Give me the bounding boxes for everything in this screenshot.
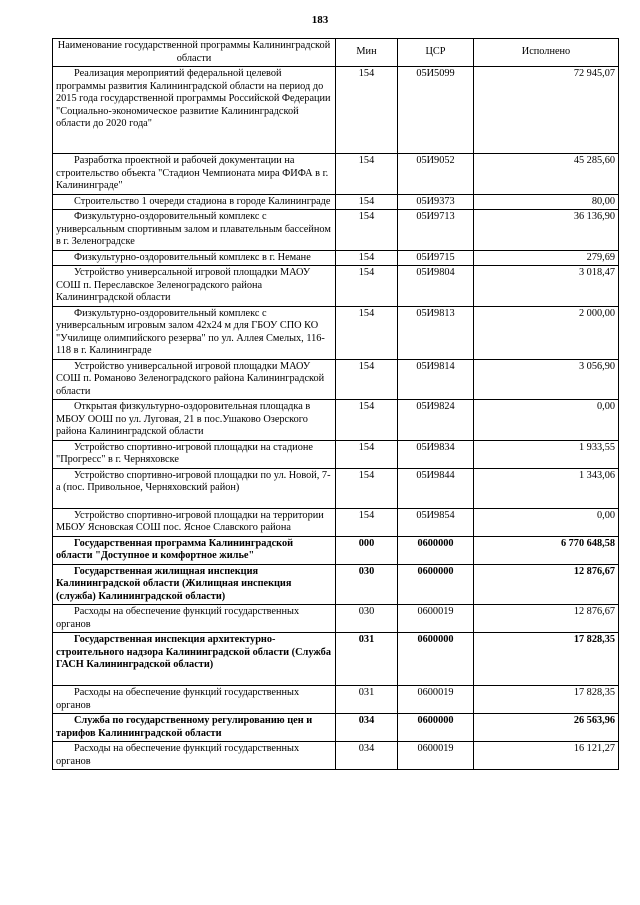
row-csr: 05И9713 (398, 210, 474, 251)
row-min: 154 (336, 440, 398, 468)
row-sum: 16 121,27 (474, 742, 619, 770)
row-csr: 05И9854 (398, 508, 474, 536)
row-csr: 0600019 (398, 605, 474, 633)
row-min: 031 (336, 633, 398, 686)
row-name: Государственная жилищная инспекция Калининградской области (Жилищная инспекция (служба) Калининградской области) (53, 564, 336, 605)
column-header-csr: ЦСР (398, 39, 474, 67)
row-name: Устройство спортивно-игровой площадки на стадионе "Прогресс" в г. Черняховске (53, 440, 336, 468)
table-row (53, 633, 619, 686)
row-csr: 0600000 (398, 564, 474, 605)
table-row (53, 686, 619, 714)
row-name: Физкультурно-оздоровительный комплекс с универсальным игровым залом 42х24 м для ГБОУ СПО КО "Училище олимпийского резерва" по ул. Аллея Смелых, 116-118 в г. Калининграде (53, 306, 336, 359)
row-sum: 1 933,55 (474, 440, 619, 468)
row-csr: 0600019 (398, 686, 474, 714)
row-csr: 0600000 (398, 714, 474, 742)
row-sum: 12 876,67 (474, 564, 619, 605)
row-name: Разработка проектной и рабочей документации на строительство объекта "Стадион Чемпионата мира ФИФА в г. Калининграде" (53, 154, 336, 195)
table-row (53, 266, 619, 307)
row-sum: 72 945,07 (474, 67, 619, 154)
row-min: 034 (336, 742, 398, 770)
row-min: 034 (336, 714, 398, 742)
row-csr: 05И9814 (398, 359, 474, 400)
table-row (53, 742, 619, 770)
table-row (53, 210, 619, 251)
table-row (53, 400, 619, 441)
row-csr: 05И9052 (398, 154, 474, 195)
row-min: 031 (336, 686, 398, 714)
row-name: Устройство универсальной игровой площадки МАОУ СОШ п. Романово Зеленоградского района Калининградской области (53, 359, 336, 400)
row-name: Строительство 1 очереди стадиона в городе Калининграде (53, 194, 336, 210)
row-name: Физкультурно-оздоровительный комплекс в г. Немане (53, 250, 336, 266)
table-row (53, 564, 619, 605)
row-name: Реализация мероприятий федеральной целевой программы развития Калининградской области на период до 2015 года государственной программы Российской Федерации "Социально-экономическое развитие Калининградской области до 2020 года" (53, 67, 336, 154)
row-sum: 3 056,90 (474, 359, 619, 400)
row-min: 154 (336, 468, 398, 508)
row-sum: 0,00 (474, 508, 619, 536)
row-min: 030 (336, 605, 398, 633)
row-name: Открытая физкультурно-оздоровительная площадка в МБОУ ООШ по ул. Луговая, 21 в пос.Ушаково Озерского района Калининградской области (53, 400, 336, 441)
row-min: 154 (336, 400, 398, 441)
table-row (53, 508, 619, 536)
row-name: Расходы на обеспечение функций государственных органов (53, 742, 336, 770)
row-min: 030 (336, 564, 398, 605)
row-min: 154 (336, 306, 398, 359)
row-csr: 0600000 (398, 536, 474, 564)
table-row (53, 468, 619, 508)
row-name: Государственная программа Калининградской области "Доступное и комфортное жилье" (53, 536, 336, 564)
row-sum: 80,00 (474, 194, 619, 210)
row-sum: 2 000,00 (474, 306, 619, 359)
row-csr: 05И9844 (398, 468, 474, 508)
row-min: 154 (336, 210, 398, 251)
row-min: 154 (336, 250, 398, 266)
table-row (53, 714, 619, 742)
row-csr: 05И9813 (398, 306, 474, 359)
row-sum: 3 018,47 (474, 266, 619, 307)
table-row (53, 306, 619, 359)
row-min: 154 (336, 67, 398, 154)
budget-table (52, 38, 619, 770)
row-sum: 6 770 648,58 (474, 536, 619, 564)
table-header-row (53, 39, 619, 67)
table-row (53, 536, 619, 564)
row-csr: 0600019 (398, 742, 474, 770)
row-sum: 17 828,35 (474, 686, 619, 714)
row-sum: 36 136,90 (474, 210, 619, 251)
row-csr: 05И5099 (398, 67, 474, 154)
row-name: Физкультурно-оздоровительный комплекс с универсальным спортивным залом и плавательным бассейном в г. Зеленоградске (53, 210, 336, 251)
table-row (53, 359, 619, 400)
row-sum: 279,69 (474, 250, 619, 266)
row-csr: 05И9834 (398, 440, 474, 468)
table-row (53, 154, 619, 195)
column-header-sum: Исполнено (474, 39, 619, 67)
row-name: Расходы на обеспечение функций государственных органов (53, 686, 336, 714)
row-min: 154 (336, 508, 398, 536)
table-row (53, 250, 619, 266)
row-name: Служба по государственному регулированию цен и тарифов Калининградской области (53, 714, 336, 742)
row-sum: 45 285,60 (474, 154, 619, 195)
row-name: Расходы на обеспечение функций государственных органов (53, 605, 336, 633)
table-row (53, 67, 619, 154)
row-min: 154 (336, 154, 398, 195)
row-min: 154 (336, 359, 398, 400)
row-name: Устройство универсальной игровой площадки МАОУ СОШ п. Переславское Зеленоградского района Калининградской области (53, 266, 336, 307)
row-sum: 12 876,67 (474, 605, 619, 633)
row-csr: 05И9373 (398, 194, 474, 210)
column-header-min: Мин (336, 39, 398, 67)
column-header-name: Наименование государственной программы Калининградской области (53, 39, 336, 67)
table-row (53, 440, 619, 468)
row-csr: 05И9715 (398, 250, 474, 266)
row-sum: 1 343,06 (474, 468, 619, 508)
row-csr: 0600000 (398, 633, 474, 686)
row-name: Устройство спортивно-игровой площадки по ул. Новой, 7-а (пос. Привольное, Черняховский район) (53, 468, 336, 508)
row-min: 154 (336, 266, 398, 307)
row-sum: 26 563,96 (474, 714, 619, 742)
page-number: 183 (311, 14, 329, 26)
row-min: 000 (336, 536, 398, 564)
table-row (53, 605, 619, 633)
row-name: Государственная инспекция архитектурно-строительного надзора Калининградской области (Служба ГАСН Калининградской области) (53, 633, 336, 686)
row-sum: 0,00 (474, 400, 619, 441)
table-row (53, 194, 619, 210)
row-csr: 05И9804 (398, 266, 474, 307)
row-sum: 17 828,35 (474, 633, 619, 686)
row-min: 154 (336, 194, 398, 210)
row-csr: 05И9824 (398, 400, 474, 441)
row-name: Устройство спортивно-игровой площадки на территории МБОУ Ясновская СОШ пос. Ясное Славского района (53, 508, 336, 536)
